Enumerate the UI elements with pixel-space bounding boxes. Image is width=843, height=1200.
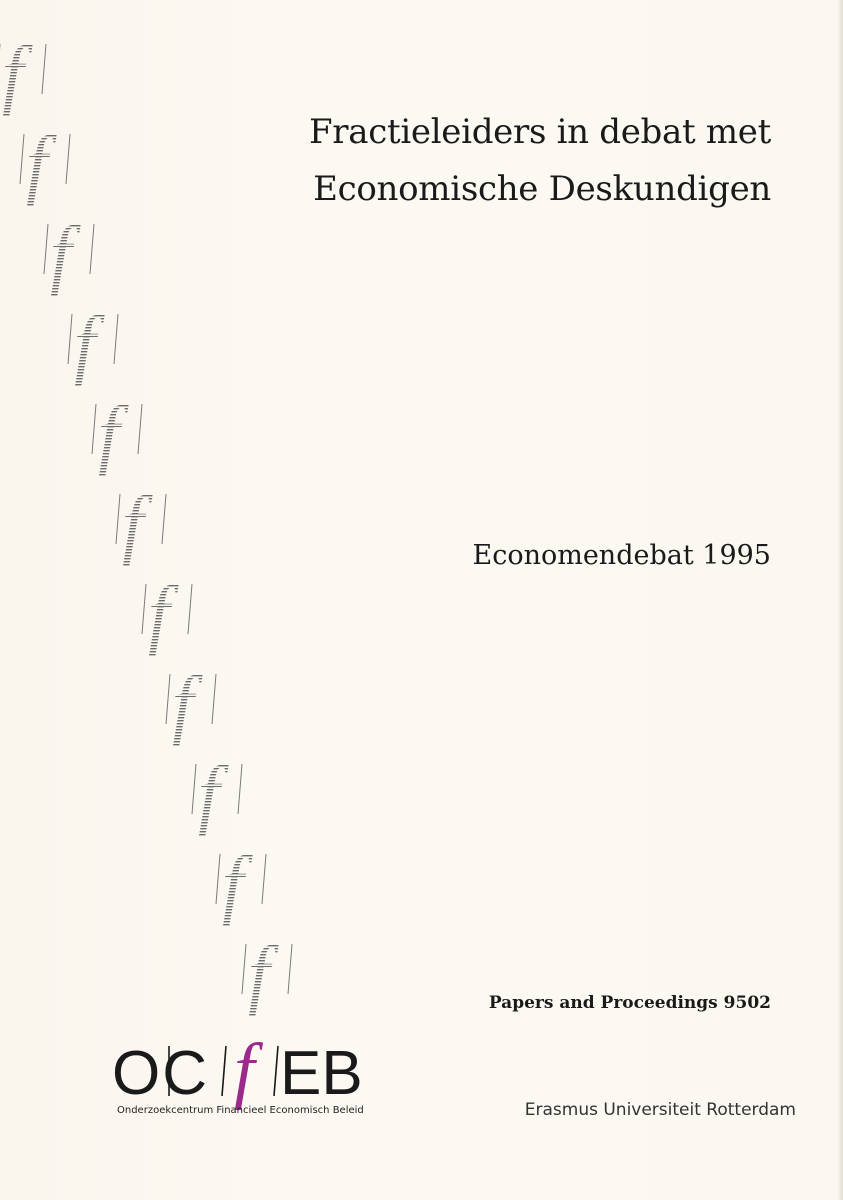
decorative-f-glyph — [44, 210, 94, 297]
decorative-f-glyph — [68, 300, 118, 387]
decorative-slash — [20, 134, 24, 184]
decorative-f-letter: f — [74, 300, 96, 387]
logo-tagline: Onderzoekcentrum Financieel Economisch Beleid — [117, 1105, 364, 1116]
decorative-slash — [262, 854, 266, 904]
decorative-slash — [288, 944, 292, 994]
decorative-slash — [216, 854, 220, 904]
decorative-slash — [212, 674, 216, 724]
document-subtitle: Economendebat 1995 — [472, 540, 771, 571]
decorative-slash — [68, 314, 72, 364]
decorative-f-letter: f — [198, 750, 220, 837]
decorative-f-letter: f — [98, 390, 120, 477]
decorative-slash — [92, 404, 96, 454]
decorative-f-glyph — [92, 390, 142, 477]
decorative-slash — [114, 314, 118, 364]
logo-letter-f: f — [234, 1029, 255, 1111]
logo-letters-left: OC — [112, 1039, 209, 1108]
page-edge-shadow — [837, 0, 843, 1200]
decorative-f-letter: f — [172, 660, 194, 747]
decorative-slash — [192, 764, 196, 814]
decorative-slash — [162, 494, 166, 544]
decorative-f-glyph — [242, 930, 292, 1017]
decorative-f-letter: f — [26, 120, 48, 207]
decorative-f-glyph — [192, 750, 242, 837]
decorative-f-glyph — [142, 570, 192, 657]
decorative-slash — [116, 494, 120, 544]
decorative-f-letter: f — [122, 480, 144, 567]
decorative-slash — [138, 404, 142, 454]
decorative-f-letter: f — [222, 840, 244, 927]
decorative-slash — [188, 584, 192, 634]
decorative-slash — [238, 764, 242, 814]
decorative-f-glyph — [166, 660, 216, 747]
decorative-f-letter: f — [2, 30, 24, 117]
decorative-f-letter: f — [50, 210, 72, 297]
title-line-1: Fractieleiders in debat met — [309, 112, 771, 152]
decorative-slash — [42, 44, 46, 94]
decorative-slash — [142, 584, 146, 634]
logo-letters-right: EB — [280, 1039, 363, 1108]
decorative-slash — [242, 944, 246, 994]
decorative-f-glyph — [0, 30, 46, 117]
title-line-2: Economische Deskundigen — [313, 169, 771, 209]
logo-divider-3 — [274, 1046, 278, 1096]
decorative-f-glyph — [20, 120, 70, 207]
decorative-f-column — [0, 0, 320, 1040]
series-label: Papers and Proceedings 9502 — [488, 993, 771, 1013]
decorative-f-glyph — [216, 840, 266, 927]
document-title — [309, 104, 771, 218]
decorative-slash — [90, 224, 94, 274]
decorative-f-letter: f — [248, 930, 270, 1017]
university-name: Erasmus Universiteit Rotterdam — [524, 1100, 796, 1120]
decorative-f-letter: f — [148, 570, 170, 657]
decorative-slash — [66, 134, 70, 184]
decorative-slash — [166, 674, 170, 724]
logo-divider-2 — [222, 1046, 226, 1096]
decorative-f-glyph — [116, 480, 166, 567]
decorative-slash — [44, 224, 48, 274]
